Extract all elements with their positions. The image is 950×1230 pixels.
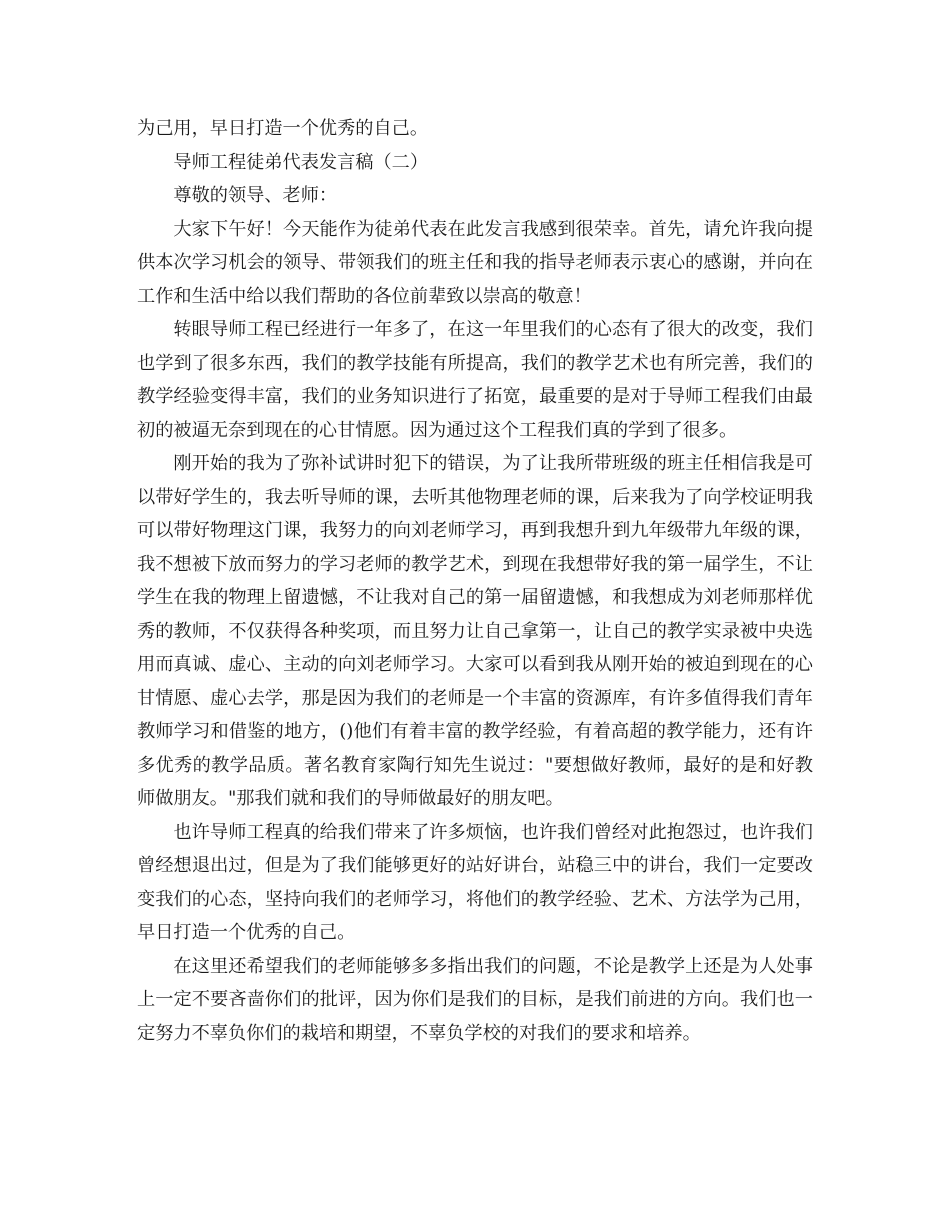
salutation: 尊敬的领导、老师：	[173, 185, 338, 206]
section-title: 导师工程徒弟代表发言稿（二）	[173, 151, 429, 173]
paragraph-experience: 刚开始的我为了弥补试讲时犯下的错误，为了让我所带班级的班主任相信我是可以带好学生的，我去听导师的课，去听其他物理老师的课，后来我为了向学校证明我可以带好物理这门课，我努力的向刘老师学习，再到我想升到九年级带九年级的课，我不想被下放而努力的学习老师的教学艺术，到现在我想带好我的第一届学生，不让学生在我的物理上留遗憾，不让我对自己的第一届留遗憾，和我想成为刘老师那样优秀的教师，不仅获得各种奖项，而且努力让自己拿第一，让自己的教学实录被中央选用而真诚、虚心、主动的向刘老师学习。大家可以看到我从刚开始的被迫到现在的心甘情愿、虚心去学，那是因为我们的老师是一个丰富的资源库，有许多值得我们青年教师学习和借鉴的地方，()他们有着丰富的教学经验，有着高超的教学能力，还有许多优秀的教学品质。著名教育家陶行知先生说过："要想做好教师，最好的是和好教师做朋友。"那我们就和我们的导师做最好的朋友吧。	[137, 453, 813, 809]
paragraph-greeting: 大家下午好！今天能作为徒弟代表在此发言我感到很荣幸。首先，请允许我向提供本次学习机会的领导、带领我们的班主任和我的指导老师表示衷心的感谢，并向在工作和生活中给以我们帮助的各位前辈致以崇高的敬意！	[137, 218, 813, 307]
document-page	[137, 112, 813, 1050]
paragraph-closing: 在这里还希望我们的老师能够多多指出我们的问题，不论是教学上还是为人处事上一定不要吝啬你们的批评，因为你们是我们的目标，是我们前进的方向。我们也一定努力不辜负你们的栽培和期望，不辜负学校的对我们的要求和培养。	[137, 955, 813, 1044]
paragraph-reflection: 转眼导师工程已经进行一年多了，在这一年里我们的心态有了很大的改变，我们也学到了很多东西，我们的教学技能有所提高，我们的教学艺术也有所完善，我们的教学经验变得丰富，我们的业务知识进行了拓宽，最重要的是对于导师工程我们由最初的被逼无奈到现在的心甘情愿。因为通过这个工程我们真的学到了很多。	[137, 319, 813, 441]
continuation-line: 为己用，早日打造一个优秀的自己。	[137, 118, 429, 139]
paragraph-commitment: 也许导师工程真的给我们带来了许多烦恼，也许我们曾经对此抱怨过，也许我们曾经想退出过，但是为了我们能够更好的站好讲台，站稳三中的讲台，我们一定要改变我们的心态，坚持向我们的老师学习，将他们的教学经验、艺术、方法学为己用，早日打造一个优秀的自己。	[137, 821, 813, 943]
